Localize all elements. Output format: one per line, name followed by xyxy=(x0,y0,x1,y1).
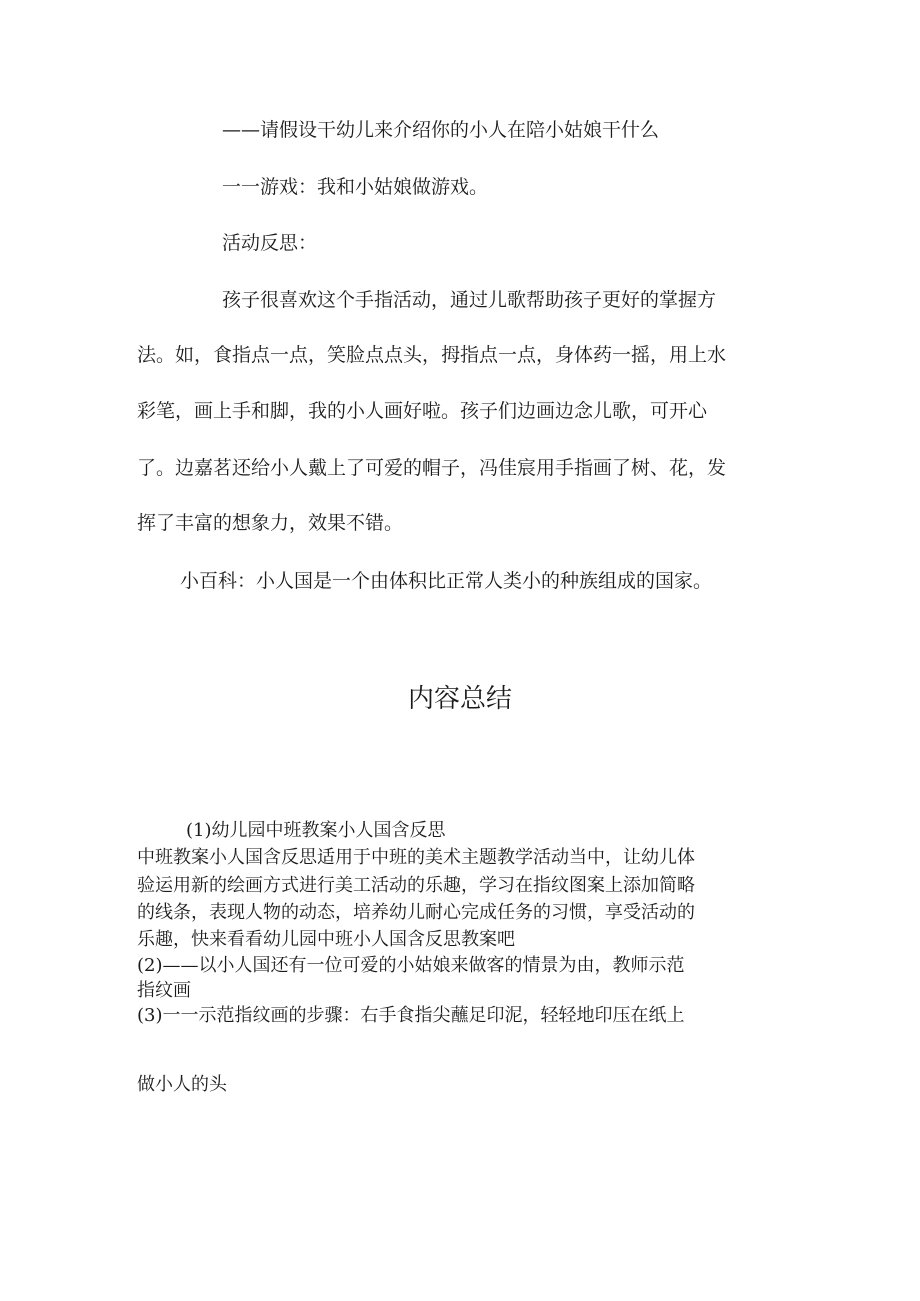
summary-line-7: 指纹画 xyxy=(137,980,191,1001)
intro-line-1: ——请假设干幼儿来介绍你的小人在陪小姑娘干什么 xyxy=(222,119,660,141)
reflection-line-3: 彩笔，画上手和脚，我的小人画好啦。孩子们边画边念儿歌，可开心 xyxy=(137,400,708,422)
summary-line-4: 的线条，表现人物的动态，培养幼儿耐心完成任务的习惯，享受活动的 xyxy=(137,902,695,923)
intro-line-2: 一一游戏：我和小姑娘做游戏。 xyxy=(222,176,489,198)
summary-line-8: (3)一一示范指纹画的步骤：右手食指尖蘸足印泥，轻轻地印压在纸上 xyxy=(137,1005,685,1026)
encyclopedia-line: 小百科：小人国是一个由体积比正常人类小的种族组成的国家。 xyxy=(180,570,713,592)
summary-line-3: 验运用新的绘画方式进行美工活动的乐趣，学习在指纹图案上添加简略 xyxy=(137,875,695,896)
reflection-line-4: 了。边嘉茗还给小人戴上了可爱的帽子，冯佳宸用手指画了树、花，发 xyxy=(137,457,727,479)
summary-line-2: 中班教案小人国含反思适用于中班的美术主题教学活动当中，让幼儿体 xyxy=(137,847,695,868)
reflection-line-1: 孩子很喜欢这个手指活动，通过儿歌帮助孩子更好的掌握方 xyxy=(222,289,717,311)
summary-trailing-line: 做小人的头 xyxy=(137,1074,227,1095)
summary-title: 内容总结 xyxy=(407,684,512,714)
summary-line-6: (2)——以小人国还有一位可爱的小姑娘来做客的情景为由，教师示范 xyxy=(137,955,685,976)
reflection-line-5: 挥了丰富的想象力，效果不错。 xyxy=(137,512,404,534)
reflection-heading: 活动反思： xyxy=(222,232,318,254)
reflection-line-2: 法。如，食指点一点，笑脸点点头，拇指点一点，身体药一摇，用上水 xyxy=(137,344,727,366)
summary-line-1: (1)幼儿园中班教案小人国含反思 xyxy=(186,820,446,841)
summary-line-5: 乐趣，快来看看幼儿园中班小人国含反思教案吧 xyxy=(137,929,515,950)
